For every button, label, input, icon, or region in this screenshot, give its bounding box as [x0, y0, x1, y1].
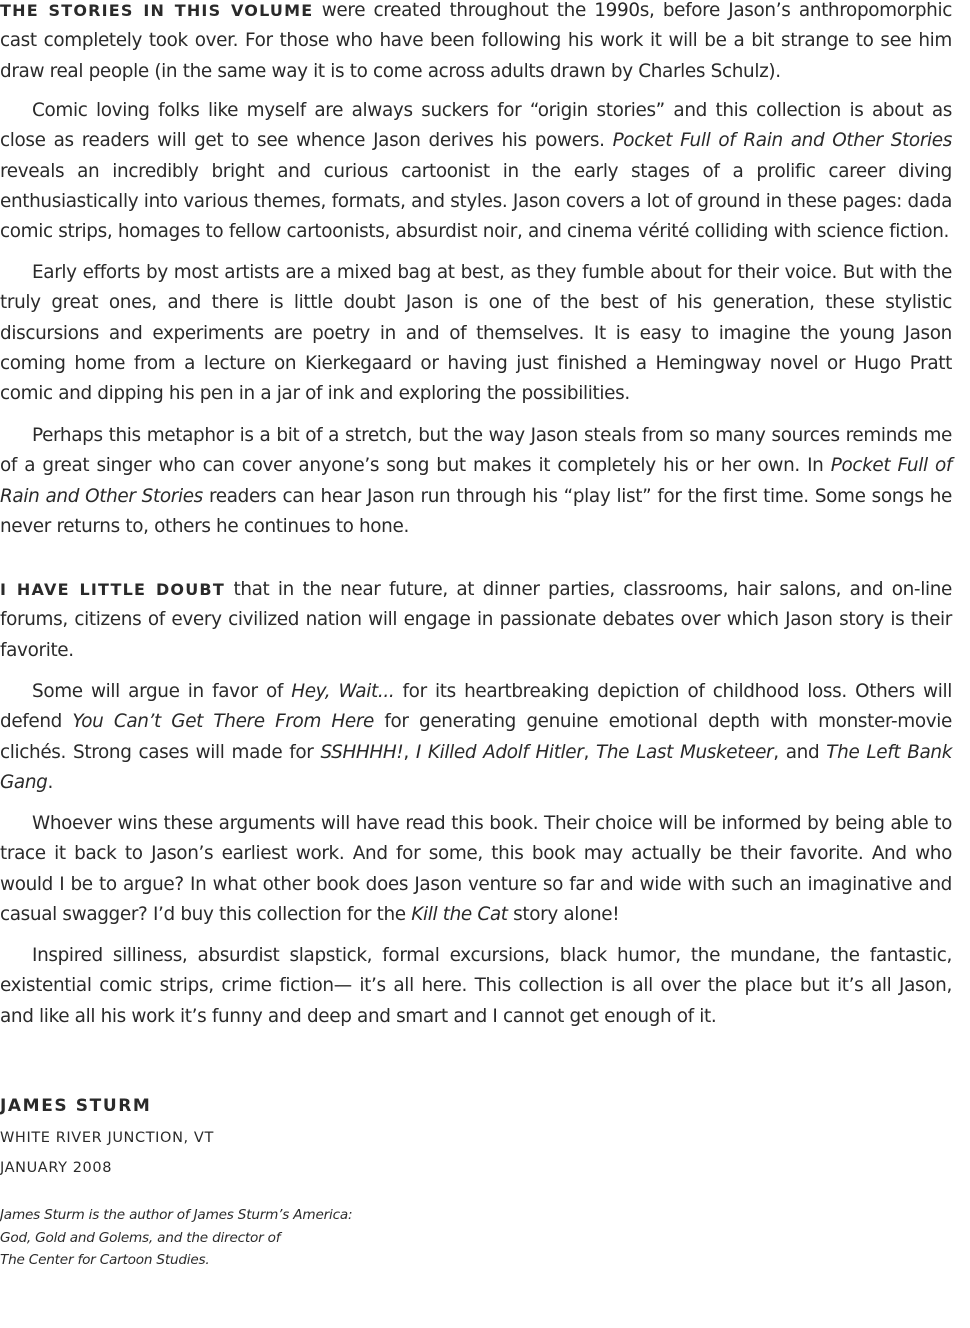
paragraph-text: for its heartbreaking depiction of childhood loss. Others will defend: [0, 681, 952, 733]
paragraph-text: .: [47, 771, 53, 793]
bio-line: James Sturm is the author of James Sturm’s America:: [0, 1207, 353, 1223]
paragraph-text: that in the near future, at dinner parties, classrooms, hair salons, and on-line forums, citizens of every civilized nation will engage in passionate debates over which Jason story is their favorite.: [0, 579, 953, 661]
author-date: JANUARY 2008: [0, 1160, 113, 1176]
paragraph-4: [0, 421, 952, 542]
paragraph-5: [0, 575, 952, 666]
paragraph-3: [0, 258, 952, 409]
paragraph-text: story alone!: [507, 903, 620, 925]
paragraph-text: were created throughout the 1990s, before Jason’s anthropomorphic cast completely took over. For those who have been following his work it will be a bit strange to see him draw real people (in the same way it is to come across adults drawn by Charles Schulz).: [0, 0, 952, 82]
paragraph-6: [0, 677, 952, 798]
story-title: I Killed Adolf Hitler: [415, 741, 584, 763]
paragraph-text: Early efforts by most artists are a mixed bag at best, as they fumble about for their voice. But with the truly great ones, and there is little doubt Jason is one of the best of his generation, these stylistic discursions and experiments are poetry in and of themselves. It is easy to imagine the young Jason coming home from a lecture on Kierkegaard or having just finished a Hemingway novel or Hugo Pratt comic and dipping his pen in a jar of ink and exploring the possibilities.: [0, 262, 952, 405]
book-title: Pocket Full of Rain and Other Stories: [0, 455, 952, 507]
story-title: Hey, Wait...: [291, 681, 395, 702]
paragraph-text: Whoever wins these arguments will have read this book. Their choice will be informed by being able to trace it back to Jason’s earliest work. And for some, this book may actually be their favorite. And who would I be to argue? In what other book does Jason venture so far and wide with such an imaginative and casual swagger? I’d buy this collection for the: [0, 813, 952, 925]
paragraph-text: ,: [403, 741, 416, 763]
paragraph-text: reveals an incredibly bright and curious cartoonist in the early stages of a prolific career diving enthusiastically into various themes, formats, and styles. Jason covers a lot of ground in these pages: dada comic strips, homages to fellow cartoonists, absurdist noir, and cinema vérité colliding with science fiction.: [0, 160, 952, 243]
section-lead-in: THE STORIES IN THIS VOLUME: [0, 1, 314, 20]
paragraph-7: [0, 809, 952, 930]
author-name: JAMES STURM: [0, 1096, 152, 1116]
paragraph-text: , and: [773, 741, 827, 763]
story-title: SSHHHH!: [320, 741, 404, 763]
paragraph-2: [0, 96, 952, 247]
paragraph-text: readers can hear Jason run through his “play list” for the first time. Some songs he never returns to, others he continues to hone.: [0, 485, 952, 537]
paragraph-text: Comic loving folks like myself are always suckers for “origin stories” and this collection is about as close as readers will get to see whence Jason derives his powers.: [0, 100, 952, 152]
author-bio: [0, 1204, 420, 1272]
story-title: The Left Bank Gang: [0, 741, 952, 793]
paragraph-text: Perhaps this metaphor is a bit of a stretch, but the way Jason steals from so many sources reminds me of a great singer who can cover anyone’s song but makes it completely his or her own. In: [0, 425, 952, 477]
story-title: The Last Musketeer: [595, 741, 774, 763]
paragraph-text: Some will argue in favor of: [32, 681, 292, 702]
book-title: Pocket Full of Rain and Other Stories: [612, 130, 952, 152]
bio-line: The Center for Cartoon Studies.: [0, 1252, 210, 1269]
story-title: Kill the Cat: [411, 903, 508, 925]
section-lead-in: I HAVE LITTLE DOUBT: [0, 580, 225, 599]
paragraph-1: [0, 0, 952, 87]
bio-line: God, Gold and Golems, and the director of: [0, 1229, 281, 1246]
paragraph-8: [0, 941, 952, 1032]
author-location: WHITE RIVER JUNCTION, VT: [0, 1130, 214, 1146]
paragraph-text: for generating genuine emotional depth with monster-movie clichés. Strong cases will made for: [0, 711, 952, 763]
paragraph-text: ,: [583, 741, 596, 763]
paragraph-text: Inspired silliness, absurdist slapstick, formal excursions, black humor, the mundane, the fantastic, existential comic strips, crime fiction— it’s all here. This collection is all over the place but it’s all Jason, and like all his work it’s funny and deep and smart and I cannot get enough of it.: [0, 945, 952, 1027]
story-title: You Can’t Get There From Here: [72, 711, 375, 733]
